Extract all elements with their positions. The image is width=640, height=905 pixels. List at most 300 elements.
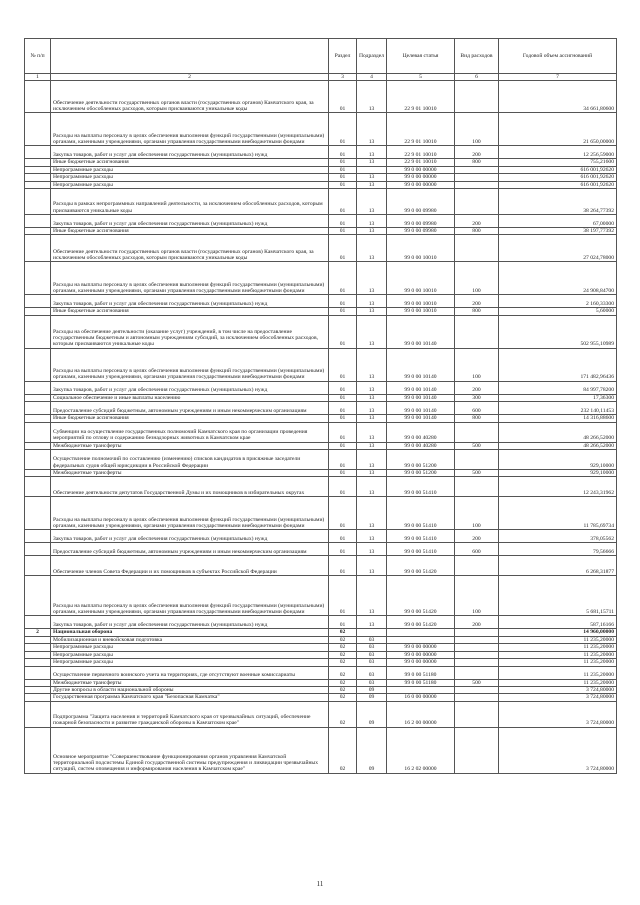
table-row xyxy=(25,651,617,658)
row-tsel: 22 9 01 10010 xyxy=(387,81,455,113)
row-number xyxy=(25,543,51,556)
table-row xyxy=(25,497,617,530)
row-sum: 502 955,10989 xyxy=(499,315,617,348)
row-tsel: 99 0 00 51200 xyxy=(387,450,455,470)
row-name: Непрограммные расходы xyxy=(51,644,329,651)
row-name: Другие вопросы в области национальной обороны xyxy=(51,686,329,693)
row-name: Непрограммные расходы xyxy=(51,181,329,188)
row-sum: 171 482,96436 xyxy=(499,348,617,381)
row-number xyxy=(25,530,51,543)
row-sum: 3 724,80000 xyxy=(499,686,617,693)
row-number xyxy=(25,113,51,146)
row-vid: 300 xyxy=(455,394,499,401)
row-sum: 38 197,77392 xyxy=(499,228,617,235)
row-tsel: 99 0 00 40280 xyxy=(387,422,455,442)
table-row xyxy=(25,556,617,576)
table-row xyxy=(25,629,617,636)
row-name: Расходы на выплаты персоналу в целях обеспечения выполнения функций государственными (муниципальными) органами, казенными учреждениями, органами управления государственными внебюджетными фондами xyxy=(51,348,329,381)
row-tsel: 99 0 00 00000 xyxy=(387,181,455,188)
row-number xyxy=(25,228,51,235)
row-podrazdel: 13 xyxy=(357,530,387,543)
row-podrazdel xyxy=(357,629,387,636)
row-podrazdel: 13 xyxy=(357,308,387,315)
index-cell: 5 xyxy=(387,74,455,81)
row-tsel: 99 0 00 10010 xyxy=(387,262,455,295)
table-row xyxy=(25,381,617,394)
row-razdel: 02 xyxy=(329,666,357,679)
table-row xyxy=(25,694,617,701)
row-name: Предоставление субсидий бюджетным, автономным учреждениям и иным некоммерческим организациям xyxy=(51,402,329,415)
row-name: Расходы на обеспечение деятельности (оказание услуг) учреждений, в том числе на предоставление государственным бюджетным и автономным учреждениям субсидий, за исключением обособленных расходов, которым присваиваются уникальные коды xyxy=(51,315,329,348)
row-razdel: 01 xyxy=(329,415,357,422)
row-sum: 67,00000 xyxy=(499,215,617,228)
row-razdel: 01 xyxy=(329,402,357,415)
row-name: Обеспечение членов Совета Федерации и их помощников в субъектах Российской Федерации xyxy=(51,556,329,576)
row-razdel: 01 xyxy=(329,146,357,159)
row-vid xyxy=(455,174,499,181)
row-vid xyxy=(455,450,499,470)
row-tsel: 99 0 00 51420 xyxy=(387,576,455,616)
row-tsel: 99 0 00 51180 xyxy=(387,666,455,679)
row-vid xyxy=(455,556,499,576)
row-razdel: 01 xyxy=(329,189,357,215)
row-podrazdel: 13 xyxy=(357,543,387,556)
row-tsel: 99 0 00 10140 xyxy=(387,348,455,381)
row-razdel: 02 xyxy=(329,644,357,651)
row-sum: 616 001,92620 xyxy=(499,174,617,181)
row-number xyxy=(25,576,51,616)
row-razdel: 01 xyxy=(329,81,357,113)
budget-table xyxy=(24,38,617,774)
row-podrazdel: 03 xyxy=(357,679,387,686)
row-number xyxy=(25,616,51,629)
row-sum: 38 264,77392 xyxy=(499,189,617,215)
table-row xyxy=(25,576,617,616)
row-sum: 11 235,20000 xyxy=(499,644,617,651)
row-tsel: 16 2 00 00000 xyxy=(387,701,455,727)
row-name: Закупка товаров, работ и услуг для обеспечения государственных (муниципальных) нужд xyxy=(51,616,329,629)
row-vid: 800 xyxy=(455,159,499,166)
row-podrazdel: 13 xyxy=(357,497,387,530)
row-number xyxy=(25,470,51,477)
row-razdel: 02 xyxy=(329,629,357,636)
table-row xyxy=(25,295,617,308)
row-number xyxy=(25,694,51,701)
row-podrazdel: 13 xyxy=(357,189,387,215)
row-podrazdel: 13 xyxy=(357,262,387,295)
row-sum: 79,56666 xyxy=(499,543,617,556)
row-razdel: 01 xyxy=(329,262,357,295)
table-row xyxy=(25,701,617,727)
index-cell: 4 xyxy=(357,74,387,81)
row-sum: 232 140,11453 xyxy=(499,402,617,415)
row-tsel: 99 0 00 09980 xyxy=(387,189,455,215)
row-razdel: 01 xyxy=(329,166,357,173)
row-razdel: 02 xyxy=(329,686,357,693)
row-tsel: 99 0 00 40280 xyxy=(387,442,455,449)
row-number xyxy=(25,686,51,693)
row-name: Осуществление полномочий по составлению (изменению) списков кандидатов в присяжные заседатели федеральных судов общей юрисдикции в Российской Федерации xyxy=(51,450,329,470)
table-row xyxy=(25,470,617,477)
column-index-row xyxy=(25,74,617,81)
row-sum: 11 235,20000 xyxy=(499,659,617,666)
page-number: 11 xyxy=(316,880,324,888)
table-row xyxy=(25,450,617,470)
row-tsel: 99 0 00 51410 xyxy=(387,497,455,530)
row-tsel: 99 0 00 10010 xyxy=(387,295,455,308)
row-number xyxy=(25,348,51,381)
row-vid: 500 xyxy=(455,470,499,477)
row-podrazdel: 13 xyxy=(357,295,387,308)
table-row xyxy=(25,235,617,262)
row-sum: 21 650,00000 xyxy=(499,113,617,146)
row-podrazdel: 13 xyxy=(357,422,387,442)
row-name: Непрограммные расходы xyxy=(51,659,329,666)
row-tsel xyxy=(387,686,455,693)
row-name: Мобилизационная и вневойсковая подготовка xyxy=(51,636,329,643)
index-cell: 7 xyxy=(499,74,617,81)
row-podrazdel: 13 xyxy=(357,174,387,181)
row-vid xyxy=(455,189,499,215)
row-podrazdel: 13 xyxy=(357,556,387,576)
table-row xyxy=(25,308,617,315)
table-row xyxy=(25,189,617,215)
table-row xyxy=(25,415,617,422)
row-razdel: 01 xyxy=(329,228,357,235)
header-tsel: Целевая статья xyxy=(387,39,455,74)
row-podrazdel: 13 xyxy=(357,576,387,616)
row-tsel: 99 0 00 51410 xyxy=(387,543,455,556)
table-row xyxy=(25,215,617,228)
row-number xyxy=(25,497,51,530)
row-razdel: 02 xyxy=(329,636,357,643)
table-row xyxy=(25,174,617,181)
row-razdel: 01 xyxy=(329,315,357,348)
row-vid: 600 xyxy=(455,402,499,415)
row-razdel: 01 xyxy=(329,215,357,228)
header-num: № п/п xyxy=(25,39,51,74)
table-row xyxy=(25,679,617,686)
row-razdel: 01 xyxy=(329,442,357,449)
row-sum: 3 724,80000 xyxy=(499,727,617,773)
row-podrazdel: 13 xyxy=(357,450,387,470)
table-row xyxy=(25,113,617,146)
row-tsel: 99 0 00 51180 xyxy=(387,679,455,686)
row-sum: 929,10000 xyxy=(499,470,617,477)
row-vid: 100 xyxy=(455,576,499,616)
row-vid: 100 xyxy=(455,262,499,295)
row-sum: 11 235,20000 xyxy=(499,651,617,658)
row-number xyxy=(25,651,51,658)
row-podrazdel: 13 xyxy=(357,113,387,146)
row-razdel: 01 xyxy=(329,308,357,315)
row-number xyxy=(25,146,51,159)
row-name: Межбюджетные трансферты xyxy=(51,470,329,477)
row-podrazdel: 13 xyxy=(357,381,387,394)
table-row xyxy=(25,530,617,543)
row-vid: 800 xyxy=(455,415,499,422)
row-podrazdel: 03 xyxy=(357,644,387,651)
row-razdel: 01 xyxy=(329,348,357,381)
row-number xyxy=(25,666,51,679)
row-name: Межбюджетные трансферты xyxy=(51,442,329,449)
row-vid xyxy=(455,629,499,636)
row-number xyxy=(25,394,51,401)
table-row xyxy=(25,644,617,651)
row-sum: 34 661,80600 xyxy=(499,81,617,113)
row-podrazdel: 13 xyxy=(357,146,387,159)
row-number xyxy=(25,556,51,576)
row-podrazdel: 03 xyxy=(357,636,387,643)
row-razdel: 02 xyxy=(329,701,357,727)
row-name: Межбюджетные трансферты xyxy=(51,679,329,686)
table-row xyxy=(25,442,617,449)
row-podrazdel: 13 xyxy=(357,402,387,415)
row-sum: 5 681,15711 xyxy=(499,576,617,616)
row-sum: 616 001,92620 xyxy=(499,166,617,173)
row-razdel: 01 xyxy=(329,530,357,543)
row-name: Основное мероприятие "Совершенствование функционирования органов управления Камчатской территориальной подсистемы Единой государственной системы предупреждения и ликвидации чрезвычайных ситуаций, систем оповещения и информирования населения в Камчатском крае" xyxy=(51,727,329,773)
row-tsel: 22 9 01 10010 xyxy=(387,159,455,166)
row-sum: 11 785,69734 xyxy=(499,497,617,530)
row-podrazdel: 13 xyxy=(357,394,387,401)
row-tsel: 99 0 00 00000 xyxy=(387,174,455,181)
row-number xyxy=(25,235,51,262)
row-vid xyxy=(455,659,499,666)
row-tsel: 99 0 00 10140 xyxy=(387,315,455,348)
row-name: Осуществление первичного воинского учета на территориях, где отсутствуют военные комиссариаты xyxy=(51,666,329,679)
table-row xyxy=(25,402,617,415)
row-vid xyxy=(455,644,499,651)
row-number xyxy=(25,659,51,666)
header-sum: Годовой объем ассигнований xyxy=(499,39,617,74)
row-number xyxy=(25,381,51,394)
row-vid xyxy=(455,477,499,497)
row-name: Закупка товаров, работ и услуг для обеспечения государственных (муниципальных) нужд xyxy=(51,146,329,159)
row-vid: 100 xyxy=(455,348,499,381)
row-vid: 600 xyxy=(455,543,499,556)
row-tsel: 99 0 00 00000 xyxy=(387,651,455,658)
header-vid: Вид расходов xyxy=(455,39,499,74)
row-vid xyxy=(455,701,499,727)
row-tsel: 99 0 00 09980 xyxy=(387,215,455,228)
row-razdel: 01 xyxy=(329,295,357,308)
table-row xyxy=(25,666,617,679)
row-vid: 200 xyxy=(455,295,499,308)
row-name: Непрограммные расходы xyxy=(51,651,329,658)
row-name: Предоставление субсидий бюджетным, автономным учреждениям и иным некоммерческим организациям xyxy=(51,543,329,556)
table-row xyxy=(25,181,617,188)
row-razdel: 01 xyxy=(329,181,357,188)
row-name: Закупка товаров, работ и услуг для обеспечения государственных (муниципальных) нужд xyxy=(51,295,329,308)
row-number xyxy=(25,181,51,188)
row-name: Обеспечение деятельности государственных органов власти (государственных органов) Камчатского края, за исключением обособленных расходов, которым присваиваются уникальные коды xyxy=(51,235,329,262)
row-number xyxy=(25,701,51,727)
row-name: Обеспечение деятельности депутатов Государственной Думы и их помощников в избирательных округах xyxy=(51,477,329,497)
row-podrazdel: 03 xyxy=(357,651,387,658)
row-podrazdel: 13 xyxy=(357,181,387,188)
row-tsel: 99 0 00 51200 xyxy=(387,470,455,477)
row-sum: 6 268,31877 xyxy=(499,556,617,576)
row-sum: 12 256,59000 xyxy=(499,146,617,159)
row-razdel: 01 xyxy=(329,235,357,262)
row-sum: 11 235,20000 xyxy=(499,666,617,679)
row-number xyxy=(25,442,51,449)
row-razdel: 01 xyxy=(329,394,357,401)
row-name: Иные бюджетные ассигнования xyxy=(51,415,329,422)
row-vid xyxy=(455,235,499,262)
row-podrazdel: 09 xyxy=(357,694,387,701)
table-row xyxy=(25,315,617,348)
table-row xyxy=(25,636,617,643)
row-number xyxy=(25,159,51,166)
row-tsel: 99 0 00 51410 xyxy=(387,530,455,543)
row-name: Обеспечение деятельности государственных органов власти (государственных органов) Камчатского края, за исключением обособленных расходов, которым присваиваются уникальные коды xyxy=(51,81,329,113)
row-razdel: 02 xyxy=(329,694,357,701)
row-sum: 17,36300 xyxy=(499,394,617,401)
row-sum: 378,05562 xyxy=(499,530,617,543)
row-tsel: 99 0 00 10140 xyxy=(387,381,455,394)
index-cell: 3 xyxy=(329,74,357,81)
row-vid: 100 xyxy=(455,113,499,146)
row-tsel: 22 9 01 10010 xyxy=(387,146,455,159)
row-tsel: 99 0 00 10140 xyxy=(387,402,455,415)
row-tsel: 99 0 00 00000 xyxy=(387,659,455,666)
row-vid: 500 xyxy=(455,679,499,686)
row-number xyxy=(25,308,51,315)
row-sum: 616 001,92620 xyxy=(499,181,617,188)
row-sum: 2 160,33300 xyxy=(499,295,617,308)
row-tsel: 99 0 00 51420 xyxy=(387,616,455,629)
row-tsel: 99 0 00 51420 xyxy=(387,556,455,576)
table-row xyxy=(25,477,617,497)
row-name: Закупка товаров, работ и услуг для обеспечения государственных (муниципальных) нужд xyxy=(51,215,329,228)
table-row xyxy=(25,262,617,295)
row-vid: 200 xyxy=(455,530,499,543)
row-vid: 200 xyxy=(455,146,499,159)
row-name: Закупка товаров, работ и услуг для обеспечения государственных (муниципальных) нужд xyxy=(51,381,329,394)
row-name: Расходы на выплаты персоналу в целях обеспечения выполнения функций государственными (муниципальными) органами, казенными учреждениями, органами управления государственными внебюджетными фондами xyxy=(51,262,329,295)
table-row xyxy=(25,348,617,381)
row-number xyxy=(25,727,51,773)
row-podrazdel: 13 xyxy=(357,415,387,422)
row-vid xyxy=(455,694,499,701)
table-row xyxy=(25,146,617,159)
row-name: Иные бюджетные ассигнования xyxy=(51,308,329,315)
row-name: Социальное обеспечение и иные выплаты населению xyxy=(51,394,329,401)
row-podrazdel: 09 xyxy=(357,686,387,693)
row-sum: 24 908,84700 xyxy=(499,262,617,295)
row-podrazdel: 13 xyxy=(357,81,387,113)
row-podrazdel: 09 xyxy=(357,701,387,727)
row-podrazdel: 13 xyxy=(357,235,387,262)
row-sum: 14 960,00000 xyxy=(499,629,617,636)
row-sum: 3 724,80000 xyxy=(499,701,617,727)
row-name: Подпрограмма "Защита населения и территорий Камчатского края от чрезвычайных ситуаций, обеспечение пожарной безопасности и развитие гражданской обороны в Камчатском крае" xyxy=(51,701,329,727)
table-body xyxy=(25,81,617,773)
row-tsel: 99 0 00 51410 xyxy=(387,477,455,497)
row-sum: 11 235,20000 xyxy=(499,636,617,643)
row-razdel: 01 xyxy=(329,174,357,181)
row-name: Иные бюджетные ассигнования xyxy=(51,159,329,166)
header-podrazdel: Подраздел xyxy=(357,39,387,74)
table-row xyxy=(25,686,617,693)
row-razdel: 01 xyxy=(329,497,357,530)
row-number xyxy=(25,679,51,686)
row-razdel: 02 xyxy=(329,651,357,658)
row-vid xyxy=(455,727,499,773)
row-tsel: 99 0 00 10010 xyxy=(387,235,455,262)
row-vid: 800 xyxy=(455,308,499,315)
row-vid xyxy=(455,686,499,693)
row-razdel: 01 xyxy=(329,450,357,470)
row-name: Непрограммные расходы xyxy=(51,174,329,181)
row-vid xyxy=(455,666,499,679)
row-vid: 100 xyxy=(455,497,499,530)
row-number xyxy=(25,402,51,415)
row-razdel: 01 xyxy=(329,113,357,146)
row-number xyxy=(25,166,51,173)
row-number xyxy=(25,262,51,295)
row-podrazdel: 13 xyxy=(357,159,387,166)
row-vid xyxy=(455,636,499,643)
row-tsel: 16 2 02 00000 xyxy=(387,727,455,773)
row-name: Национальная оборона xyxy=(51,629,329,636)
row-name: Расходы на выплаты персоналу в целях обеспечения выполнения функций государственными (муниципальными) органами, казенными учреждениями, органами управления государственными внебюджетными фондами xyxy=(51,576,329,616)
row-vid xyxy=(455,166,499,173)
row-number xyxy=(25,636,51,643)
row-podrazdel: 13 xyxy=(357,315,387,348)
row-tsel xyxy=(387,629,455,636)
row-podrazdel: 09 xyxy=(357,727,387,773)
row-podrazdel: 03 xyxy=(357,659,387,666)
table-row xyxy=(25,81,617,113)
table-row xyxy=(25,228,617,235)
row-podrazdel: 03 xyxy=(357,666,387,679)
row-number xyxy=(25,422,51,442)
row-number xyxy=(25,415,51,422)
row-razdel: 01 xyxy=(329,422,357,442)
index-cell: 1 xyxy=(25,74,51,81)
row-sum: 27 024,78000 xyxy=(499,235,617,262)
row-razdel: 01 xyxy=(329,556,357,576)
table-row xyxy=(25,616,617,629)
row-sum: 755,21600 xyxy=(499,159,617,166)
row-number xyxy=(25,174,51,181)
table-row xyxy=(25,422,617,442)
row-name: Расходы в рамках непрограммных направлений деятельности, за исключением обособленных расходов, которым присваиваются уникальные коды xyxy=(51,189,329,215)
row-podrazdel: 13 xyxy=(357,348,387,381)
row-tsel: 99 0 00 09980 xyxy=(387,228,455,235)
table-row xyxy=(25,543,617,556)
row-number xyxy=(25,315,51,348)
row-sum: 84 997,78200 xyxy=(499,381,617,394)
row-number xyxy=(25,81,51,113)
row-number xyxy=(25,295,51,308)
table-row xyxy=(25,394,617,401)
row-tsel: 99 0 00 00000 xyxy=(387,166,455,173)
row-number xyxy=(25,215,51,228)
row-number xyxy=(25,450,51,470)
index-cell: 2 xyxy=(51,74,329,81)
row-tsel: 99 0 00 10010 xyxy=(387,308,455,315)
row-vid xyxy=(455,181,499,188)
table-row xyxy=(25,159,617,166)
row-podrazdel: 13 xyxy=(357,470,387,477)
row-name: Закупка товаров, работ и услуг для обеспечения государственных (муниципальных) нужд xyxy=(51,530,329,543)
row-razdel: 02 xyxy=(329,727,357,773)
row-razdel: 01 xyxy=(329,576,357,616)
